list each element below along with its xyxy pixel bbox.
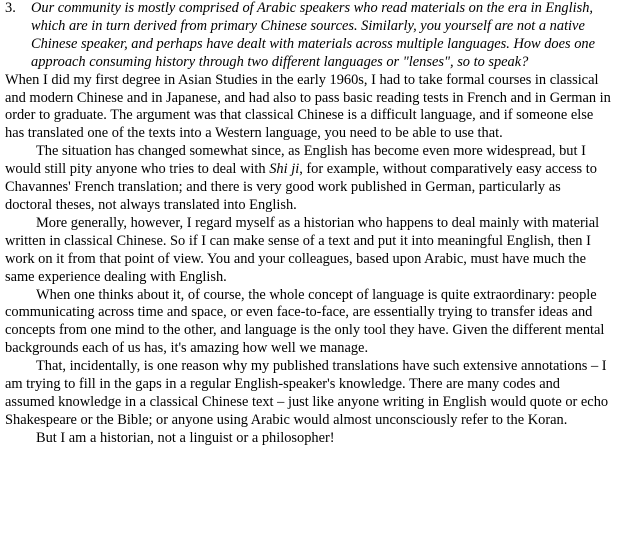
answer-paragraph-2-start: The situation has changed somewhat since, as English has become even more widespread, but I would still pity anyone who tries to deal with — [5, 143, 586, 178]
interview-question — [5, 0, 611, 72]
answer-paragraph-2 — [5, 143, 611, 215]
answer-paragraph-6: But I am a historian, not a linguist or a philosopher! — [36, 429, 335, 446]
answer-paragraph-4: When one thinks about it, of course, the whole concept of language is quite extraordinary: people communicating across time and space, or even face-to-face, are essentially trying to transfer ideas and concepts from one mind to the other, and language is the only tool they have. Given the different mental backgrounds each of us has, it's amazing how well we manage. — [5, 286, 605, 357]
document-page — [5, 0, 611, 448]
question-number: 3. — [5, 0, 16, 16]
book-title-shi-ji: Shi ji — [269, 161, 300, 178]
answer-paragraph-1: When I did my first degree in Asian Studies in the early 1960s, I had to take formal courses in classical and modern Chinese and in Japanese, and had also to pass basic reading tests in French and in German in order to graduate. The argument was that classical Chinese is a difficult language, and if someone else has translated one of the texts into a Western language, you need to be able to use that. — [5, 71, 611, 142]
answer-paragraph-5: That, incidentally, is one reason why my published translations have such extensive annotations – I am trying to fill in the gaps in a regular English-speaker's knowledge. There are many codes and assumed knowledge in a classical Chinese text – just like anyone writing in English would quote or echo Shakespeare or the Bible; or anyone using Arabic would almost unconsciously refer to the Koran. — [5, 358, 609, 428]
question-text: Our community is mostly comprised of Arabic speakers who read materials on the era in English, which are in turn derived from primary Chinese sources. Similarly, you yourself are not a native Chinese speaker, and perhaps have dealt with materials across multiple languages. How does one approach consuming history through two different languages or "lenses", so to speak? — [31, 0, 595, 70]
answer-paragraph-3: More generally, however, I regard myself as a historian who happens to deal mainly with material written in classical Chinese. So if I can make sense of a text and put it into meaningful English, then I work on it from that point of view. You and your colleagues, based upon Arabic, must have much the same experience dealing with English. — [5, 214, 600, 285]
answer-paragraph-2-end: , for example, without comparatively easy access to Chavannes' French translation; and there is very good work published in German, particularly as doctoral theses, not always translated into English. — [5, 161, 597, 213]
